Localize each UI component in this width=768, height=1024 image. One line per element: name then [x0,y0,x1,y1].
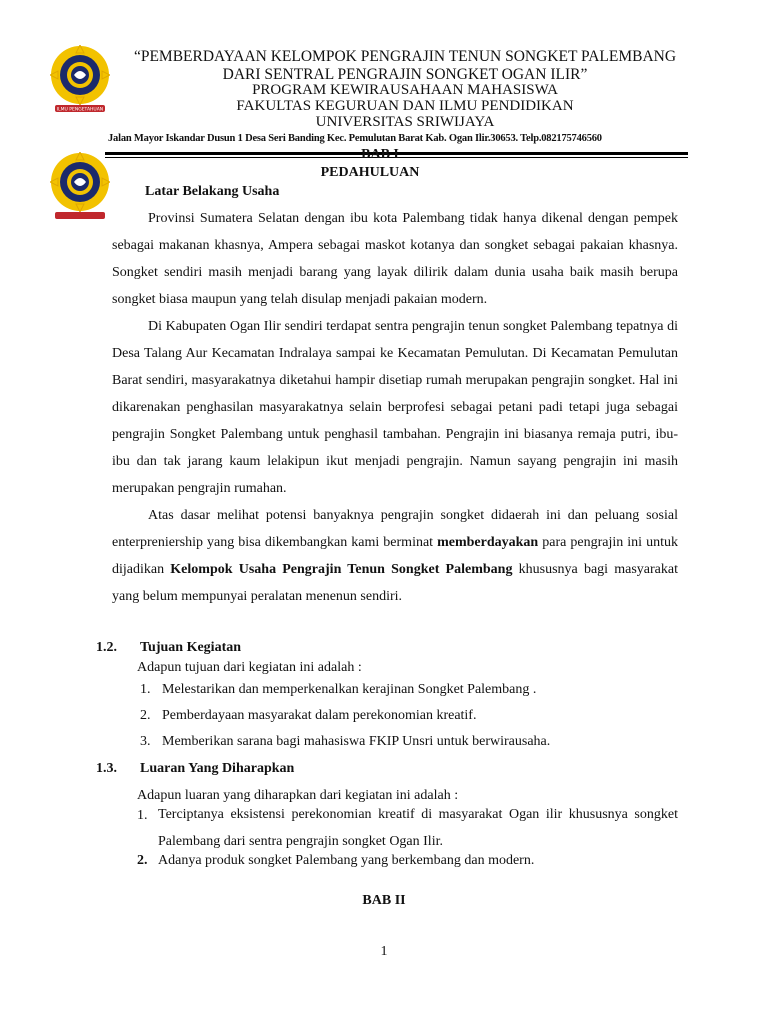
paragraph-1: Provinsi Sumatera Selatan dengan ibu kota Palembang tidak hanya dikenal dengan pempek sebagai makanan khasnya, Ampera sebagai maskot kotanya dan songket sebagai pakaian khasnya. Songket sendiri masih menjadi barang yang layak dilirik dalam dunia usaha baik masih berupa songket biasa maupun yang telah disulap menjadi pakaian modern. [112,211,678,307]
svg-text:ILMU PENGETAHUAN: ILMU PENGETAHUAN [56,107,104,113]
section-intro-luaran: Adapun luaran yang diharapkan dari kegiatan ini adalah : [137,788,459,803]
paragraph-2: Di Kabupaten Ogan Ilir sendiri terdapat sentra pengrajin tenun songket Palembang tepatnya di Desa Talang Aur Kecamatan Indralaya sampai ke Kecamatan Pemulutan. Di Kecamatan Pemulutan Barat sendiri, masyarakatnya diketahui hampir disetiap rumah merupakan pengrajin songket. Hal ini dikarenakan penghasilan masyarakatnya selain berprofesi sebagai petani padi tetapi juga sebagai pengrajin Songket Palembang untuk penghasil tambahan. Pengrajin ini biasanya remaja putri, ibu-ibu dan tak jarang kaum lelakipun ikut menjadi pengrajin. Namun sayang pengrajin ini masih merupakan pengrajin rumahan. [112,319,678,496]
list-item: Melestarikan dan memperkenalkan kerajinan Songket Palembang . [162,682,537,697]
proposal-title-line2: DARI SENTRAL PENGRAJIN SONGKET OGAN ILIR” [222,66,588,83]
list-item: Terciptanya eksistensi perekonomian kreatif di masyarakat Ogan ilir khususnya songket Palembang dari sentra pengrajin songket Ogan Ilir. [158,807,678,849]
chapter-title: PEDAHULUAN [320,165,420,180]
list-number: 1. [137,808,148,823]
section-number-1-2: 1.2. [96,640,117,655]
list-number: 2. [140,708,151,723]
section-heading-latar-belakang: Latar Belakang Usaha [145,184,280,199]
university-name: UNIVERSITAS SRIWIJAYA [315,114,495,130]
section-title-tujuan: Tujuan Kegiatan [140,640,242,655]
section-title-luaran: Luaran Yang Diharapkan [140,761,295,776]
list-item: Pemberdayaan masyarakat dalam perekonomian kreatif. [162,708,477,723]
address-line: Jalan Mayor Iskandar Dusun 1 Desa Seri Banding Kec. Pemulutan Barat Kab. Ogan Ilir.30653. Telp.082175746560 [108,133,602,144]
emphasis-memberdayakan: memberdayakan [437,535,539,550]
chapter1-body [112,205,678,610]
list-number: 2. [137,853,148,868]
section-number-1-3: 1.3. [96,761,117,776]
list-item: Adanya produk songket Palembang yang berkembang dan modern. [158,853,535,868]
list-number: 3. [140,734,151,749]
university-logo-secondary [50,152,110,222]
section-intro-tujuan: Adapun tujuan dari kegiatan ini adalah : [137,660,362,675]
program-name: PROGRAM KEWIRAUSAHAAN MAHASISWA [252,82,558,98]
emphasis-kelompok-usaha: Kelompok Usaha Pengrajin Tenun Songket Palembang [170,562,513,577]
page-number: 1 [380,944,388,959]
faculty-name: FAKULTAS KEGURUAN DAN ILMU PENDIDIKAN [236,98,574,114]
list-number: 1. [140,682,151,697]
proposal-title-line1: “PEMBERDAYAAN KELOMPOK PENGRAJIN TENUN SONGKET PALEMBANG [133,48,677,65]
paragraph-3: Atas dasar melihat potensi banyaknya pengrajin songket didaerah ini dan peluang sosial enterpreniership yang bisa dikembangkan kami berminat memberdayakan para pengrajin ini untuk dijadikan Kelompok Usaha Pengrajin Tenun Songket Palembang khususnya bagi masyarakat yang belum mempunyai peralatan menenun sendiri. [112,508,678,604]
list-item: Memberikan sarana bagi mahasiswa FKIP Unsri untuk berwirausaha. [162,734,551,749]
chapter-2-label: BAB II [362,893,406,908]
chapter-label: BAB I [361,147,399,162]
university-seal-icon [50,152,110,222]
